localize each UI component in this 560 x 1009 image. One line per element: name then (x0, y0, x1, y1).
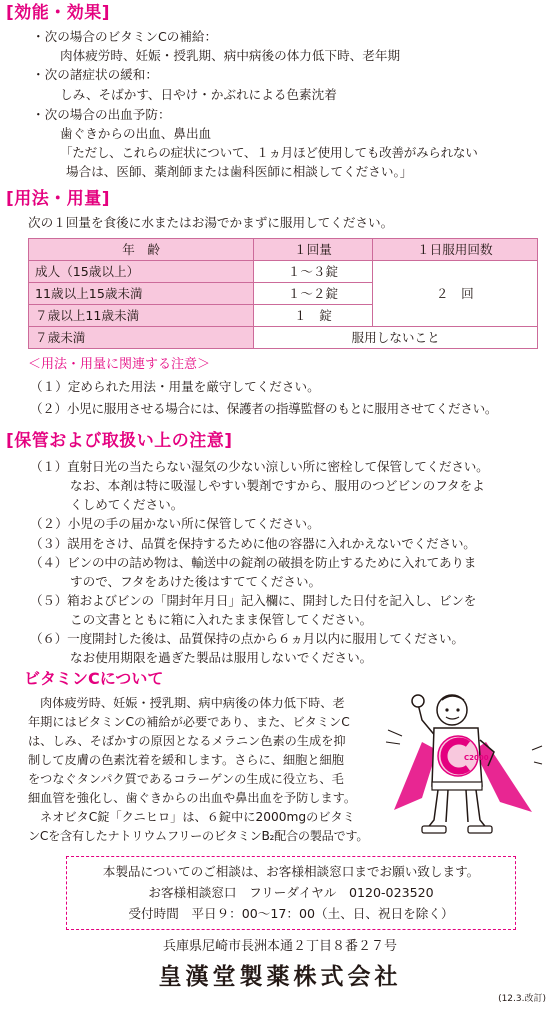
dose-cell: １〜２錠 (254, 283, 372, 305)
usage-heading: [用法・用量] (6, 189, 111, 209)
age-cell: 11歳以上15歳未満 (29, 283, 254, 305)
vitamin-c-heading: ビタミンCについて (24, 669, 164, 688)
times-cell: ２ 回 (372, 261, 537, 327)
efficacy-line: 場合は、医師、薬剤師または歯科医師に相談してください。」 (66, 164, 413, 179)
under7-note: 服用しないこと (254, 327, 538, 349)
company-name: 皇漢堂製薬株式会社 (158, 964, 402, 990)
revision-date: (12.3.改訂) (498, 994, 546, 1004)
storage-line: この文書とともに箱に入れたまま保管してください。 (70, 612, 373, 627)
vitamin-c-line: は、しみ、そばかすの原因となるメラニン色素の生成を抑 (28, 734, 346, 748)
age-cell: ７歳以上11歳未満 (29, 305, 254, 327)
efficacy-line: しみ、そばかす、日やけ・かぶれによる色素沈着 (60, 87, 337, 102)
table-row (29, 327, 538, 349)
vitamin-c-line: をつなぐタンパク質であるコラーゲンの生成に役立ち、毛 (28, 772, 344, 786)
usage-note: （２）小児に服用させる場合には、保護者の指導監督のもとに服用させてください。 (30, 401, 498, 416)
vitamin-c-line: 制して皮膚の色素沈着を緩和します。さらに、細胞と細胞 (28, 753, 344, 767)
efficacy-line: 肉体疲労時、妊娠・授乳期、病中病後の体力低下時、老年期 (60, 48, 401, 63)
storage-line: （３）誤用をさけ、品質を保持するために他の容器に入れかえないでください。 (30, 536, 476, 551)
storage-heading: [保管および取扱い上の注意] (6, 431, 233, 451)
age-cell: ７歳未満 (29, 327, 254, 349)
contact-hours: 受付時間 平日９：00〜17：00（土、日、祝日を除く） (128, 906, 454, 921)
age-cell: 成人（15歳以上） (29, 261, 254, 283)
storage-line: （１）直射日光の当たらない湿気の少ない涼しい所に密栓して保管してください。 (30, 459, 489, 474)
mascot-label: C2000 (464, 754, 489, 762)
dose-cell: １ 錠 (254, 305, 372, 327)
usage-notes-heading: ＜用法・用量に関連する注意＞ (28, 357, 211, 372)
storage-line: なお、本剤は特に吸湿しやすい製剤ですから、服用のつどビンのフタをよ (70, 478, 485, 493)
table-row (29, 261, 538, 283)
dose-cell: １〜３錠 (254, 261, 372, 283)
storage-line: （５）箱およびビンの「開封年月日」記入欄に、開封した日付を記入し、ビンを (30, 593, 477, 608)
efficacy-line: ・次の場合の出血予防： (32, 107, 171, 122)
efficacy-line: ・次の諸症状の緩和： (32, 67, 158, 82)
usage-intro: 次の１回量を食後に水またはお湯でかまずに服用してください。 (28, 215, 394, 230)
storage-line: すので、フタをあけた後はすててください。 (70, 574, 322, 589)
vitamin-c-line: ンCを含有したナトリウムフリーのビタミンB₂配合の製品です。 (28, 829, 369, 843)
header-times: １日服用回数 (372, 239, 537, 261)
header-age: 年 齢 (29, 239, 254, 261)
vitamin-c-line: ネオビタC錠「クニヒロ」は、６錠中に2000mgのビタミ (40, 810, 355, 824)
vitamin-c-line: 細血管を強化し、歯ぐきからの出血や鼻出血を予防します。 (28, 791, 357, 805)
customer-contact-box (66, 856, 516, 930)
efficacy-heading: [効能・効果] (6, 3, 111, 23)
contact-phone: お客様相談窓口 フリーダイヤル 0120-023520 (148, 885, 434, 900)
storage-line: （２）小児の手の届かない所に保管してください。 (30, 516, 320, 531)
efficacy-line: 「ただし、これらの症状について、１ヵ月ほど使用しても改善がみられない (60, 145, 478, 160)
vitamin-c-line: 年期にはビタミンCの補給が必要であり、また、ビタミンC (28, 715, 350, 729)
efficacy-line: ・次の場合のビタミンCの補給： (32, 29, 218, 44)
usage-note: （１）定められた用法・用量を厳守してください。 (30, 379, 320, 394)
dosage-table-header (29, 239, 538, 261)
efficacy-line: 歯ぐきからの出血、鼻出血 (60, 126, 212, 141)
company-address: 兵庫県尼崎市長洲本通２丁目８番２７号 (162, 939, 397, 954)
contact-intro: 本製品についてのご相談は、お客様相談窓口までお願い致します。 (102, 864, 480, 879)
vitamin-c-line: 肉体疲労時、妊娠・授乳期、病中病後の体力低下時、老 (40, 696, 345, 710)
dosage-table (28, 238, 538, 349)
storage-line: （４）ビンの中の詰め物は、輸送中の錠剤の破損を防止するために入れてありま (30, 555, 477, 570)
storage-line: なお使用期限を過ぎた製品は服用しないでください。 (70, 650, 373, 665)
storage-line: くしめてください。 (70, 497, 184, 512)
vitamin-c-mascot-illustration (382, 690, 544, 840)
header-dose: １回量 (254, 239, 372, 261)
storage-line: （６）一度開封した後は、品質保持の点から６ヵ月以内に服用してください。 (30, 631, 464, 646)
